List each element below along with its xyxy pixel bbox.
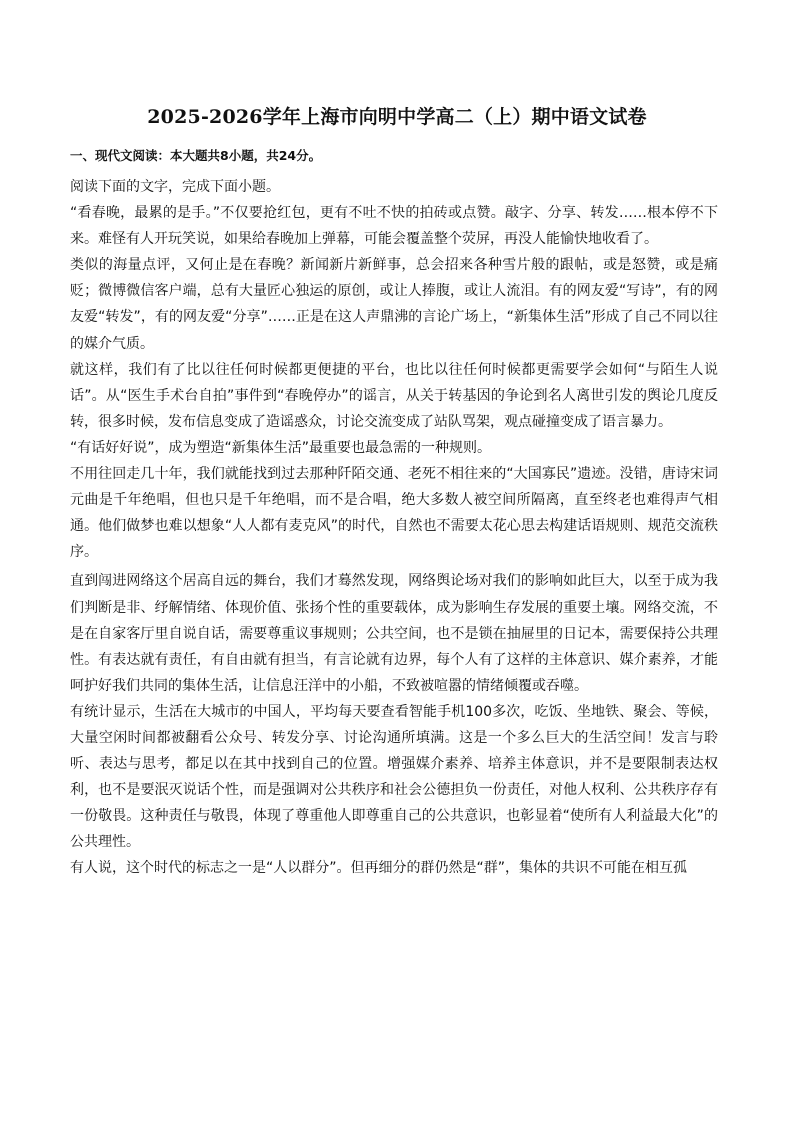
exam-title: 2025-2026学年上海市向明中学高二（上）期中语文试卷	[147, 106, 647, 128]
paragraph: 就这样，我们有了比以往任何时候都更便捷的平台，也比以往任何时候都更需要学会如何“与陌生人说话”。从“医生手术台自拍”事件到“春晚停办”的谣言，从关于转基因的争论到名人离世引发的舆论几度反转，很多时候，发布信息变成了造谣惑众，讨论交流变成了站队骂架，观点碰撞变成了语言暴力。	[70, 361, 718, 430]
paragraph: 直到闯进网络这个居高自远的舞台，我们才蓦然发现，网络舆论场对我们的影响如此巨大，以至于成为我们判断是非、纾解情绪、体现价值、张扬个性的重要载体，成为影响生存发展的重要土壤。网络交流，不是在自家客厅里自说自话，需要尊重议事规则；公共空间，也不是锁在抽屉里的日记本，需要保持公共理性。有表达就有责任，有自由就有担当，有言论就有边界，每个人有了这样的主体意识、媒介素养，才能呵护好我们共同的集体生活，让信息汪洋中的小船，不致被喧嚣的情绪倾覆或吞噬。	[70, 573, 718, 694]
paragraph: 类似的海量点评，又何止是在春晚？新闻新片新鲜事，总会招来各种雪片般的跟帖，或是怒赞，或是痛贬；微博微信客户端，总有大量匠心独运的原创，或让人捧腹，或让人流泪。有的网友爱“写诗”，有的网友爱“转发”，有的网友爱“分享”……正是在这人声鼎沸的言论广场上，“新集体生活”形成了自己不同以往的媒介气质。	[70, 257, 718, 352]
reading-passage	[70, 174, 718, 882]
paragraph-instruction: 阅读下面的文字，完成下面小题。	[70, 179, 280, 195]
paragraph: 有统计显示，生活在大城市的中国人，平均每天要查看智能手机100多次，吃饭、坐地铁、聚会、等候，大量空闲时间都被翻看公众号、转发分享、讨论沟通所填满。这是一个多么巨大的生活空间！发言与聆听、表达与思考，都足以在其中找到自己的位置。增强媒介素养、培养主体意识，并不是要限制表达权利，也不是要泯灭说话个性，而是强调对公共秩序和社会公德担负一份责任，对他人权利、公共秩序存有一份敬畏。这种责任与敬畏，体现了尊重他人即尊重自己的公共意识，也彰显着“使所有人利益最大化”的公共理性。	[70, 703, 718, 851]
paragraph: “看春晚，最累的是手。”不仅要抢红包，更有不吐不快的拍砖或点赞。敲字、分享、转发……根本停不下来。难怪有人开玩笑说，如果给春晚加上弹幕，可能会覆盖整个荧屏，再没人能愉快地收看了。	[70, 205, 718, 248]
paragraph: 有人说，这个时代的标志之一是“人以群分”。但再细分的群仍然是“群”，集体的共识不可能在相互孤	[70, 860, 688, 877]
paragraph: 不用往回走几十年，我们就能找到过去那种阡陌交通、老死不相往来的“大国寡民”遗迹。没错，唐诗宋词元曲是千年绝唱，但也只是千年绝唱，而不是合唱，绝大多数人被空间所隔离，直至终老也难得声气相通。他们做梦也难以想象“人人都有麦克风”的时代，自然也不需要太花心思去构建话语规则、规范交流秩序。	[70, 466, 718, 561]
paragraph: “有话好好说”，成为塑造“新集体生活”最重要也最急需的一种规则。	[70, 439, 492, 456]
section-heading: 一、现代文阅读：本大题共8小题，共24分。	[70, 148, 322, 163]
